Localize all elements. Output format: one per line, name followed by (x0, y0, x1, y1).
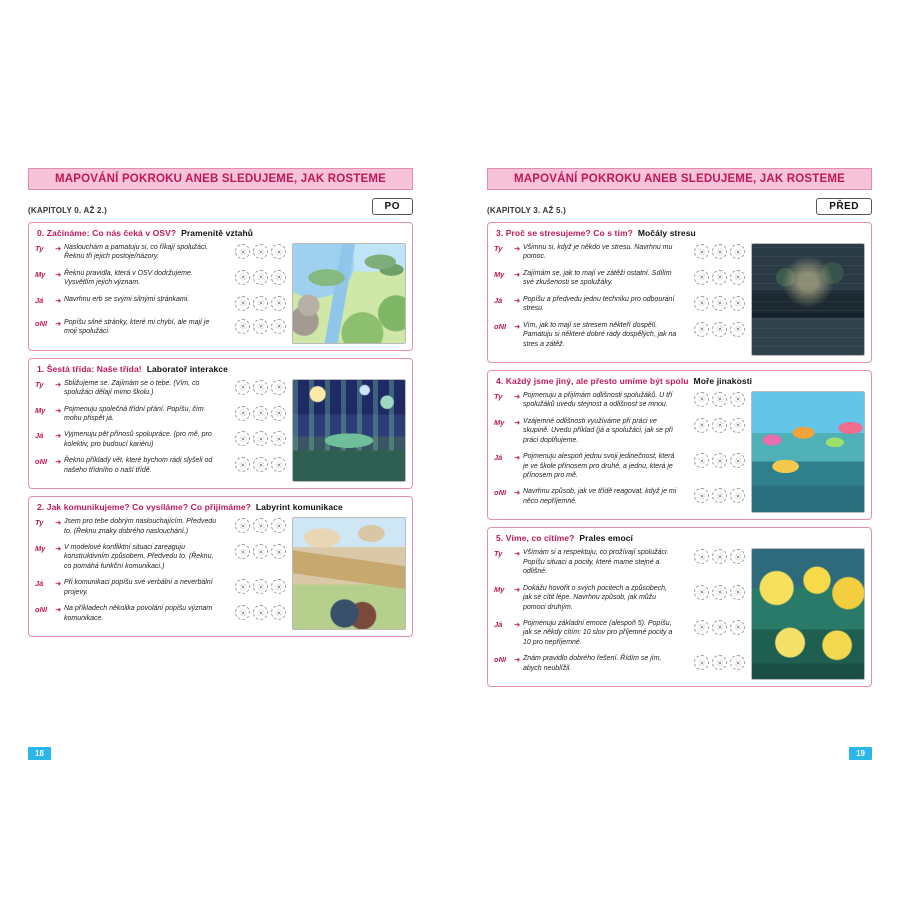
row-tag: Ty (494, 391, 503, 401)
stamp-slots[interactable] (222, 243, 286, 259)
card-heading (496, 533, 865, 543)
arrow-icon: ➜ (514, 244, 521, 253)
stamp-slot[interactable] (730, 453, 745, 468)
stamp-slot[interactable] (271, 244, 286, 259)
stamp-slot[interactable] (730, 296, 745, 311)
criteria-row (35, 456, 286, 475)
progress-card (487, 370, 872, 520)
criteria-row (494, 243, 745, 262)
stamp-slot[interactable] (253, 296, 268, 311)
row-text: Sbližujeme se. Zajímám se o tebe. (Vím, co spolužáci dělají mimo školu.) (64, 379, 200, 397)
stamp-slots[interactable] (681, 619, 745, 635)
progress-card (487, 527, 872, 687)
stamp-slot[interactable] (271, 296, 286, 311)
row-tag: Já (35, 579, 44, 589)
phase-badge-left: PO (372, 198, 413, 215)
illustration-art (752, 244, 864, 355)
card-topic: Prales emocí (579, 533, 634, 544)
criteria-row (494, 295, 745, 314)
row-tag: oNI (494, 655, 507, 665)
stamp-slots[interactable] (222, 379, 286, 395)
arrow-icon: ➜ (55, 405, 62, 415)
card-body (494, 243, 865, 356)
row-tag: Já (35, 295, 44, 305)
arrow-icon: ➜ (514, 417, 521, 427)
row-text: Zajímám se, jak to mají ve zátěži ostatní. Sdílím své zkušenosti se spolužáky. (523, 269, 672, 287)
arrow-icon: ➜ (55, 318, 62, 328)
card-heading (37, 228, 406, 238)
card-heading (37, 502, 406, 512)
row-text: Pojmenuju alespoň jednu svoji jedinečnost, která je ve škole přínosem pro druhé, a jednu, která je přínosem pro mě. (523, 453, 675, 479)
page-right (487, 168, 872, 758)
stamp-slot[interactable] (712, 270, 727, 285)
criteria-row (494, 417, 745, 445)
criteria-row (494, 487, 745, 506)
stamp-slot[interactable] (712, 322, 727, 337)
card-number: 5. Víme, co cítíme? (496, 533, 575, 544)
card-number: 2. Jak komunikujeme? Co vysíláme? Co přijímáme? (37, 502, 251, 513)
illustration-emoji-jungle (751, 548, 865, 680)
stamp-slot[interactable] (271, 406, 286, 421)
row-text: Řeknu pravidla, která v OSV dodržujeme. Vysvětlím jejich význam. (64, 269, 193, 287)
illustration-coral-reef (751, 391, 865, 513)
stamp-slots[interactable] (222, 295, 286, 311)
illustration-classroom-night (292, 379, 406, 483)
arrow-icon: ➜ (514, 584, 521, 594)
row-text: V modelové konfliktní situaci zareaguju konstruktivním způsobem. Předvedu to. (Řeknu, co pomáhá funkční komunikaci.) (64, 544, 214, 570)
stamp-slot[interactable] (694, 392, 709, 407)
stamp-slots[interactable] (222, 578, 286, 594)
criteria-row (494, 321, 745, 349)
stamp-slot[interactable] (253, 244, 268, 259)
row-text: Všímám si a respektuju, co prožívají spolužáci. Popíšu situaci a pocity, které mame stejné a odlišné. (523, 549, 669, 576)
arrow-icon: ➜ (55, 431, 62, 441)
stamp-slot[interactable] (712, 418, 727, 433)
row-text: Jsem pro tebe dobrým naslouchajícím. Předvedu to. (Řeknu znaky dobrého naslouchání.) (64, 518, 217, 535)
criteria-row (494, 269, 745, 288)
row-tag: Ty (494, 549, 503, 559)
row-tag: Já (35, 431, 44, 441)
criteria-row (35, 517, 286, 536)
arrow-icon: ➜ (55, 605, 62, 615)
row-text: Znám pravidlo dobrého řešení. Řídím se jím, abych neublížil. (523, 655, 662, 672)
stamp-slot[interactable] (253, 270, 268, 285)
row-text: Vím, jak to mají se stresem někteří dospělí. Pamatuju si některé dobré rady dospělých, jak na stres a zátěž. (523, 321, 677, 348)
stamp-slot[interactable] (694, 585, 709, 600)
stamp-slot[interactable] (271, 457, 286, 472)
stamp-slot[interactable] (235, 319, 250, 334)
stamp-slot[interactable] (694, 453, 709, 468)
illustration-art (752, 392, 864, 512)
arrow-icon: ➜ (514, 655, 521, 665)
stamp-slot[interactable] (235, 406, 250, 421)
row-tag: My (35, 544, 46, 553)
page-left (28, 168, 413, 758)
card-number: 0. Začínáme: Co nás čeká v OSV? (37, 228, 177, 238)
page-banner-left: MAPOVÁNÍ POKROKU ANEB SLEDUJEME, JAK ROSTEME (28, 168, 413, 190)
illustration-art (752, 549, 864, 679)
stamp-slot[interactable] (253, 431, 268, 446)
row-text: Pojmenuju a přijímám odlišnosti spolužáků. U tří spolužáků uvedu stejnost a odlišnost se mnou. (523, 391, 673, 409)
progress-card (487, 222, 872, 363)
page-number-left: 18 (28, 747, 51, 760)
stamp-slot[interactable] (235, 518, 250, 533)
stamp-slot[interactable] (694, 244, 709, 259)
row-text: Řeknu příklady vět, které bychom rádi slyšeli od našeho třídního o naší třídě. (64, 457, 213, 474)
stamp-slot[interactable] (712, 453, 727, 468)
row-tag: My (494, 269, 505, 279)
arrow-icon: ➜ (55, 379, 62, 389)
stamp-slot[interactable] (712, 392, 727, 407)
stamp-slot[interactable] (271, 431, 286, 446)
card-body (494, 391, 865, 513)
card-topic: Laboratoř interakce (146, 363, 228, 374)
row-tag: Já (494, 295, 503, 305)
criteria-row (494, 391, 745, 410)
stamp-slot[interactable] (253, 380, 268, 395)
stamp-slots[interactable] (222, 517, 286, 533)
row-text: Při komunikaci popíšu své verbální a neverbální projevy. (64, 579, 213, 596)
stamp-slot[interactable] (235, 457, 250, 472)
stamp-slot[interactable] (712, 620, 727, 635)
row-text: Všimnu si, když je někdo ve stresu. Navrhnu mu pomoc. (523, 244, 673, 261)
row-tag: oNI (35, 605, 48, 615)
page-subline-left (28, 195, 413, 215)
stamp-slot[interactable] (253, 406, 268, 421)
page-banner-right: MAPOVÁNÍ POKROKU ANEB SLEDUJEME, JAK ROSTEME (487, 168, 872, 190)
stamp-slot[interactable] (235, 270, 250, 285)
stamp-slot[interactable] (235, 605, 250, 620)
stamp-slot[interactable] (694, 418, 709, 433)
stamp-slots[interactable] (681, 452, 745, 468)
stamp-slot[interactable] (271, 319, 286, 334)
stamp-slot[interactable] (730, 655, 745, 670)
stamp-slots[interactable] (681, 295, 745, 311)
illustration-maze-city (292, 517, 406, 630)
arrow-icon: ➜ (514, 453, 521, 463)
stamp-slot[interactable] (235, 579, 250, 594)
criteria-row (35, 318, 286, 337)
arrow-icon: ➜ (55, 579, 62, 589)
arrow-icon: ➜ (514, 295, 521, 305)
stamp-slot[interactable] (730, 488, 745, 503)
stamp-slot[interactable] (253, 605, 268, 620)
row-tag: My (35, 405, 46, 415)
illustration-art (293, 244, 405, 343)
stamp-slot[interactable] (235, 380, 250, 395)
stamp-slot[interactable] (235, 244, 250, 259)
card-number: 1. Šestá třída: Naše třída! (37, 363, 142, 374)
row-tag: oNI (35, 457, 48, 467)
row-tag: oNI (35, 318, 48, 328)
criteria-row (35, 379, 286, 398)
stamp-slot[interactable] (712, 244, 727, 259)
stamp-slot[interactable] (694, 549, 709, 564)
card-topic: Pramenitě vztahů (181, 228, 254, 238)
row-tag: Ty (35, 518, 44, 528)
chapter-range-left: (KAPITOLY 0. AŽ 2.) (28, 206, 107, 215)
card-heading (496, 228, 865, 238)
row-text: Popíšu silné stránky, které mi chybí, ale mají je moji spolužáci. (64, 318, 210, 336)
stamp-slots[interactable] (222, 604, 286, 620)
card-topic: Labyrint komunikace (255, 502, 343, 513)
stamp-slots[interactable] (681, 654, 745, 670)
stamp-slot[interactable] (235, 296, 250, 311)
stamp-slots[interactable] (222, 318, 286, 334)
arrow-icon: ➜ (514, 321, 521, 331)
stamp-slot[interactable] (730, 322, 745, 337)
card-body (494, 548, 865, 680)
row-text: Vzájemné odlišnosti využíváme při práci ve skupině. Uvedu příklad (já a spolužáci, jak se při práci doplňujeme. (523, 417, 673, 444)
stamp-slot[interactable] (730, 549, 745, 564)
stamp-slot[interactable] (253, 579, 268, 594)
stamp-slots[interactable] (222, 543, 286, 559)
arrow-icon: ➜ (55, 269, 62, 279)
row-tag: Ty (494, 244, 503, 253)
stamp-slot[interactable] (235, 431, 250, 446)
progress-card (28, 496, 413, 637)
row-tag: My (494, 417, 505, 427)
illustration-art (293, 518, 405, 629)
criteria-row (35, 405, 286, 424)
stamp-slot[interactable] (712, 655, 727, 670)
card-heading (37, 364, 406, 374)
stamp-slot[interactable] (694, 620, 709, 635)
criteria-rows (35, 517, 286, 630)
stamp-slot[interactable] (253, 518, 268, 533)
stamp-slot[interactable] (694, 322, 709, 337)
page-subline-right (487, 195, 872, 215)
row-tag: oNI (494, 488, 507, 498)
stamp-slots[interactable] (222, 430, 286, 446)
stamp-slots[interactable] (681, 548, 745, 564)
stamp-slot[interactable] (694, 296, 709, 311)
row-text: Pojmenuju společná třídní přání. Popíšu, čím mohu přispět já. (64, 405, 204, 422)
row-text: Popíšu a předvedu jednu techniku pro odbourání stresu. (523, 295, 675, 313)
arrow-icon: ➜ (55, 244, 62, 253)
criteria-row (35, 543, 286, 571)
arrow-icon: ➜ (514, 269, 521, 279)
stamp-slots[interactable] (222, 269, 286, 285)
arrow-icon: ➜ (55, 457, 62, 467)
stamp-slot[interactable] (253, 544, 268, 559)
arrow-icon: ➜ (55, 544, 62, 553)
illustration-art (293, 380, 405, 482)
arrow-icon: ➜ (514, 391, 521, 401)
stamp-slots[interactable] (681, 584, 745, 600)
card-number: 3. Proč se stresujeme? Co s tím? (496, 228, 633, 238)
criteria-rows (494, 391, 745, 513)
stamp-slots[interactable] (681, 243, 745, 259)
criteria-row (35, 243, 286, 262)
phase-badge-right: PŘED (816, 198, 872, 215)
stamp-slots[interactable] (222, 456, 286, 472)
row-text: Na příkladech několika povolání popíšu význam komunikace. (64, 605, 213, 622)
stamp-slot[interactable] (271, 380, 286, 395)
card-body (35, 243, 406, 344)
row-text: Vyjmenuju pět přínosů spolupráce. (pro mě, pro kolektiv, pro budoucí kariéru) (64, 431, 212, 448)
card-topic: Moře jinakosti (693, 375, 753, 386)
criteria-rows (35, 379, 286, 483)
stamp-slots[interactable] (681, 487, 745, 503)
stamp-slot[interactable] (271, 579, 286, 594)
stamp-slot[interactable] (730, 392, 745, 407)
stamp-slots[interactable] (681, 391, 745, 407)
card-number: 4. Každý jsme jiný, ale přesto umíme být spolu (496, 375, 689, 386)
card-body (35, 517, 406, 630)
criteria-row (494, 584, 745, 612)
stamp-slot[interactable] (712, 488, 727, 503)
row-tag: My (35, 269, 46, 279)
criteria-row (494, 619, 745, 647)
arrow-icon: ➜ (514, 619, 521, 629)
stamp-slot[interactable] (730, 418, 745, 433)
stamp-slot[interactable] (271, 605, 286, 620)
stamp-slot[interactable] (271, 270, 286, 285)
stamp-slots[interactable] (681, 417, 745, 433)
stamp-slot[interactable] (235, 544, 250, 559)
criteria-row (494, 452, 745, 480)
illustration-stream-garden (292, 243, 406, 344)
criteria-row (35, 295, 286, 311)
stamp-slots[interactable] (681, 321, 745, 337)
stamp-slots[interactable] (222, 405, 286, 421)
stamp-slot[interactable] (712, 296, 727, 311)
row-tag: oNI (494, 321, 507, 331)
arrow-icon: ➜ (55, 518, 62, 528)
criteria-row (35, 578, 286, 597)
row-text: Navrhnu erb se svými silnými stránkami. (64, 295, 190, 303)
illustration-swamp-night (751, 243, 865, 356)
row-tag: Já (494, 453, 503, 463)
row-text: Pojmenuju základní emoce (alespoň 5). Popíšu, jak se někdy cítím: 10 slov pro příjemné pocity a 10 pro nepříjemné. (523, 619, 673, 646)
card-body (35, 379, 406, 483)
row-text: Dokážu hovořit o svých pocitech a způsobech, jak se cítit lépe. Navrhnu způsob, jak můžu pomoci druhým. (523, 584, 667, 611)
row-tag: Já (494, 619, 503, 629)
stamp-slot[interactable] (253, 319, 268, 334)
criteria-row (35, 430, 286, 449)
progress-card (28, 358, 413, 490)
chapter-range-right: (KAPITOLY 3. AŽ 5.) (487, 206, 566, 215)
criteria-row (35, 269, 286, 288)
arrow-icon: ➜ (55, 295, 62, 305)
arrow-icon: ➜ (514, 549, 521, 559)
row-tag: Ty (35, 244, 44, 253)
row-tag: Ty (35, 379, 44, 389)
criteria-rows (494, 548, 745, 680)
stamp-slot[interactable] (271, 518, 286, 533)
card-topic: Močály stresu (637, 228, 696, 238)
stamp-slots[interactable] (681, 269, 745, 285)
row-text: Naslouchám a pamatuju si, co říkají spolužáci. Řeknu tři jejich postoje/názory. (64, 244, 208, 261)
stamp-slot[interactable] (694, 488, 709, 503)
criteria-row (494, 548, 745, 576)
progress-card (28, 222, 413, 351)
stamp-slot[interactable] (730, 620, 745, 635)
card-heading (496, 376, 865, 386)
stamp-slot[interactable] (271, 544, 286, 559)
stamp-slot[interactable] (730, 270, 745, 285)
stamp-slot[interactable] (730, 244, 745, 259)
arrow-icon: ➜ (514, 488, 521, 498)
criteria-row (494, 654, 745, 673)
row-text: Navrhnu způsob, jak ve třídě reagovat, když je mi něco nepříjemné. (523, 488, 677, 505)
stamp-slot[interactable] (694, 655, 709, 670)
page-number-right: 19 (849, 747, 872, 760)
criteria-rows (494, 243, 745, 356)
stamp-slot[interactable] (694, 270, 709, 285)
criteria-rows (35, 243, 286, 344)
stamp-slot[interactable] (253, 457, 268, 472)
stamp-slot[interactable] (712, 585, 727, 600)
stamp-slot[interactable] (730, 585, 745, 600)
row-tag: My (494, 584, 505, 594)
criteria-row (35, 604, 286, 623)
stamp-slot[interactable] (712, 549, 727, 564)
